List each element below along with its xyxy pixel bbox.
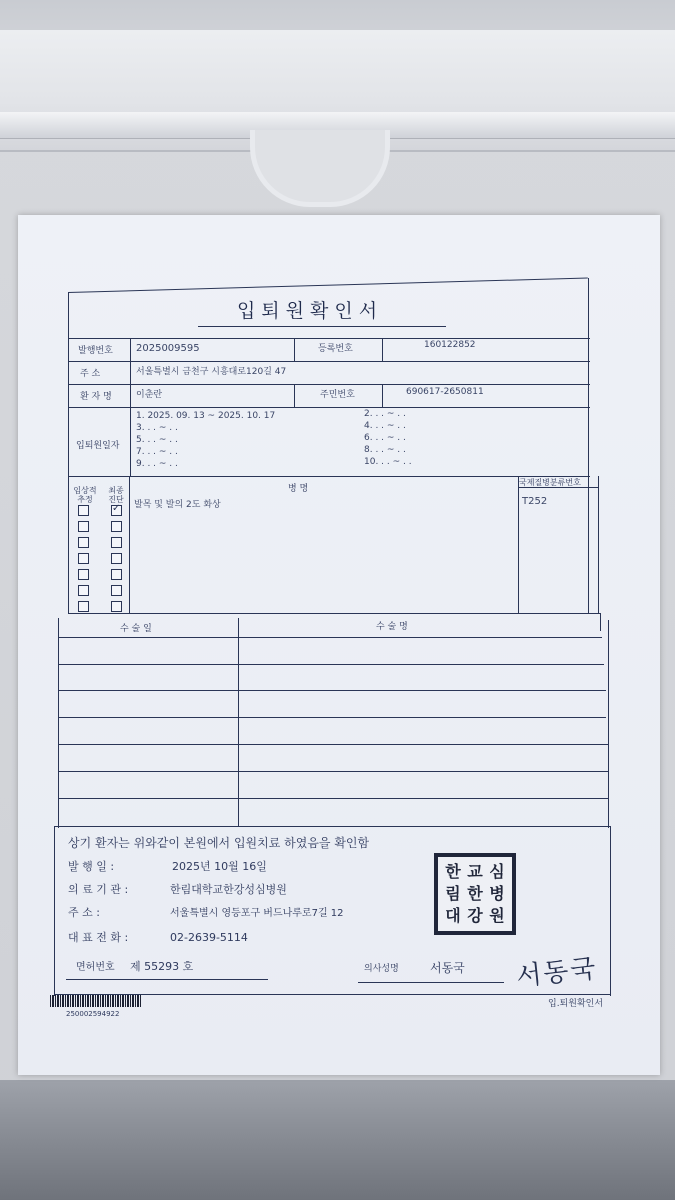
col-line: [129, 476, 130, 613]
seal-glyph: 교: [467, 862, 483, 881]
address-value: 서울특별시 금천구 시흥대로120길 47: [136, 367, 287, 377]
row-line: [68, 361, 590, 362]
row-line: [68, 613, 600, 614]
phone-value: 02-2639-5114: [170, 931, 248, 944]
document-title: 입퇴원확인서: [236, 300, 384, 322]
icd-code: T252: [522, 496, 548, 507]
col-line: [238, 618, 239, 826]
frame-left: [58, 618, 59, 828]
clinical-checkbox-2[interactable]: [78, 521, 89, 532]
disease-header: 병 명: [288, 484, 309, 494]
seal-glyph: 강: [467, 906, 483, 925]
col-line: [382, 384, 383, 407]
institution-label: 의 료 기 관 :: [68, 883, 129, 896]
floor-background: [0, 1080, 675, 1200]
final-checkbox-2[interactable]: [111, 521, 122, 532]
rrn-label: 주민번호: [320, 390, 355, 400]
patient-label: 환 자 명: [80, 392, 112, 402]
clinical-col-label: 임상적 추정: [73, 486, 97, 504]
clinical-checkbox-5[interactable]: [78, 569, 89, 580]
final-col-label: 최종 진단: [108, 486, 124, 504]
doctor-label: 의사성명: [364, 964, 399, 974]
row-line: [68, 407, 590, 408]
seal-glyph: 한: [467, 884, 483, 903]
license-label: 면허번호: [76, 962, 115, 973]
period-label: 입퇴원일자: [76, 441, 120, 451]
patient-value: 이춘란: [136, 390, 163, 400]
col-line: [518, 476, 519, 613]
period-left-3: 3. . . ~ . .: [136, 423, 178, 433]
diagnosis-entry: 발목 및 발의 2도 화상: [134, 500, 221, 510]
period-left-9: 9. . . ~ . .: [136, 459, 178, 469]
period-right-4: 4. . . ~ . .: [364, 421, 406, 431]
clinical-checkbox-3[interactable]: [78, 537, 89, 548]
period-left-5: 5. . . ~ . .: [136, 435, 178, 445]
row-line: [58, 664, 604, 665]
final-checkbox-3[interactable]: [111, 537, 122, 548]
frame-right: [610, 826, 611, 996]
surgery-date-header: 수 술 일: [120, 624, 152, 634]
doctor-underline: [358, 982, 504, 983]
period-right-6: 6. . . ~ . .: [364, 433, 406, 443]
row-line: [58, 690, 606, 691]
issue-date-label: 발 행 일 :: [68, 860, 115, 873]
period-left-1: 1. 2025. 09. 13 ~ 2025. 10. 17: [136, 411, 276, 421]
form-name-footer: 입.퇴원확인서: [548, 999, 604, 1009]
period-right-8: 8. . . ~ . .: [364, 445, 406, 455]
hospital-seal: [434, 853, 516, 935]
period-left-7: 7. . . ~ . .: [136, 447, 178, 457]
row-line: [58, 637, 602, 638]
frame-right: [600, 613, 601, 631]
address-label: 주 소: [80, 369, 101, 379]
row-line: [58, 744, 608, 745]
rrn-value: 690617-2650811: [406, 387, 484, 397]
statement-text: 상기 환자는 위와같이 본원에서 입원치료 하였음을 확인함: [68, 836, 370, 850]
final-checkbox-6[interactable]: [111, 585, 122, 596]
seal-characters: [442, 861, 508, 927]
document-barcode: [50, 995, 142, 1007]
license-value: 제 55293 호: [130, 960, 194, 973]
row-line: [68, 476, 590, 477]
tray-notch: [250, 130, 390, 207]
license-underline: [66, 979, 268, 980]
col-line: [598, 476, 599, 613]
period-right-2: 2. . . ~ . .: [364, 409, 406, 419]
row-line: [68, 338, 590, 339]
frame-left: [54, 826, 55, 996]
seal-glyph: 원: [489, 906, 505, 925]
inst-address-value: 서울특별시 영등포구 버드나루로7길 12: [170, 908, 344, 919]
barcode-number: 250002594922: [66, 1010, 120, 1018]
surgery-name-header: 수 술 명: [376, 622, 408, 632]
doctor-signature: 서동국: [514, 953, 599, 993]
col-line: [294, 384, 295, 407]
seal-glyph: 심: [489, 862, 505, 881]
institution-value: 한림대학교한강성심병원: [170, 883, 287, 896]
issue-no-value: 2025009595: [136, 343, 200, 354]
row-line: [58, 798, 608, 799]
final-checkbox-5[interactable]: [111, 569, 122, 580]
inst-address-label: 주 소 :: [68, 906, 100, 919]
final-checkbox-1[interactable]: [111, 505, 122, 516]
issue-no-label: 발행번호: [78, 346, 113, 356]
phone-label: 대 표 전 화 :: [68, 931, 129, 944]
period-right-10: 10. . . ~ . .: [364, 457, 412, 467]
clinical-checkbox-4[interactable]: [78, 553, 89, 564]
reg-no-value: 160122852: [424, 340, 476, 350]
icd-header: 국제질병분류번호: [519, 478, 581, 487]
col-line: [130, 338, 131, 476]
clinical-checkbox-6[interactable]: [78, 585, 89, 596]
col-line: [382, 338, 383, 361]
row-line: [58, 771, 608, 772]
clinical-checkbox-1[interactable]: [78, 505, 89, 516]
frame-left: [68, 292, 69, 614]
row-line: [58, 717, 606, 718]
frame-right: [608, 620, 609, 828]
doctor-name: 서동국: [430, 961, 465, 975]
clinical-checkbox-7[interactable]: [78, 601, 89, 612]
row-line: [68, 384, 590, 385]
final-checkbox-4[interactable]: [111, 553, 122, 564]
seal-glyph: 림: [445, 884, 461, 903]
row-line: [54, 826, 610, 827]
reg-no-label: 등록번호: [318, 344, 353, 354]
final-checkbox-7[interactable]: [111, 601, 122, 612]
title-underline: [198, 326, 446, 327]
seal-glyph: 한: [445, 862, 461, 881]
col-line: [294, 338, 295, 361]
seal-glyph: 병: [489, 884, 505, 903]
seal-glyph: 대: [445, 906, 461, 925]
frame-right: [588, 278, 589, 614]
issue-date-value: 2025년 10월 16일: [172, 860, 267, 873]
